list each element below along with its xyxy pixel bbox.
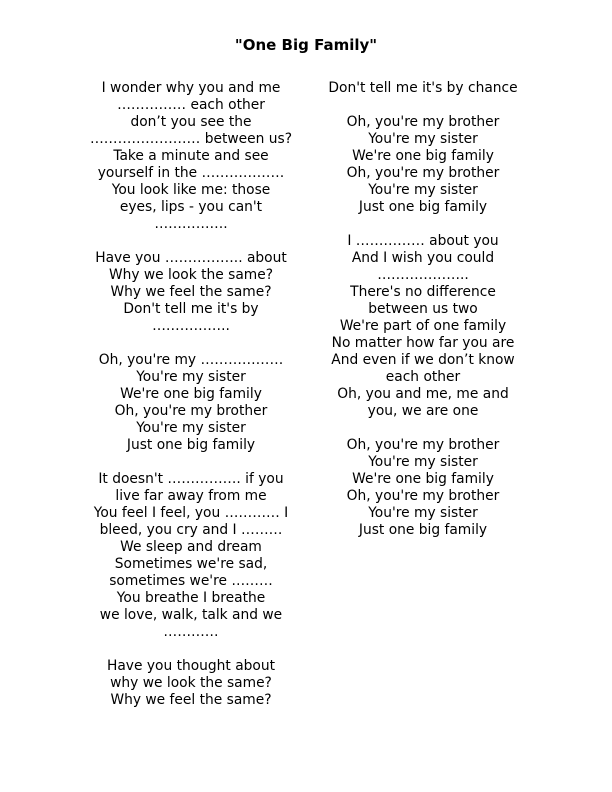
stanza	[88, 352, 294, 454]
lyric-line: Why we feel the same?	[110, 284, 272, 300]
lyric-line: Oh, you're my brother	[114, 403, 268, 419]
lyric-line: Oh, you're my brother	[346, 114, 500, 130]
lyric-line: Oh, you're my brother	[346, 488, 500, 504]
stanza	[323, 233, 523, 420]
lyric-line: No matter how far you are	[331, 335, 515, 351]
lyric-line: I …………… about you	[347, 233, 499, 249]
lyric-line: There's no difference	[350, 284, 496, 300]
lyric-line: why we look the same?	[110, 675, 272, 691]
lyric-line: Take a minute and see	[113, 148, 269, 164]
lyrics-column-right	[323, 80, 523, 556]
song-title: "One Big Family"	[234, 36, 378, 54]
lyric-line: You feel I feel, you ………… I	[93, 505, 289, 521]
lyric-line: ……………..	[152, 318, 230, 334]
lyric-line: …………………… between us?	[89, 131, 293, 147]
stanza	[88, 250, 294, 335]
lyric-line: Oh, you and me, me and	[337, 386, 509, 402]
lyric-line: between us two	[368, 301, 478, 317]
stanza	[88, 658, 294, 709]
lyric-line: You're my sister	[368, 454, 478, 470]
lyric-line: Just one big family	[358, 199, 488, 215]
lyric-line: Don't tell me it's by chance	[328, 80, 518, 96]
lyric-line: And I wish you could	[351, 250, 495, 266]
lyric-line: each other	[385, 369, 461, 385]
lyric-line: Oh, you're my ………………	[98, 352, 284, 368]
stanza	[323, 437, 523, 539]
lyric-line: live far away from me	[115, 488, 267, 504]
lyric-line: Why we feel the same?	[110, 692, 272, 708]
lyric-line: …………….	[154, 216, 228, 232]
lyric-line: You're my sister	[368, 182, 478, 198]
lyric-line: …………	[163, 624, 219, 640]
lyric-line: Have you …………….. about	[95, 250, 287, 266]
lyric-line: You're my sister	[368, 131, 478, 147]
lyric-line: Oh, you're my brother	[346, 437, 500, 453]
stanza	[88, 471, 294, 641]
lyric-line: We're one big family	[352, 471, 494, 487]
lyric-line: It doesn't ……………. if you	[98, 471, 284, 487]
lyric-line: We're one big family	[120, 386, 262, 402]
lyric-line: Have you thought about	[106, 658, 276, 674]
lyric-line: And even if we don’t know	[331, 352, 515, 368]
lyric-line: eyes, lips - you can't	[119, 199, 263, 215]
lyric-line: Sometimes we're sad,	[114, 556, 268, 572]
lyric-line: don’t you see the	[130, 114, 252, 130]
lyric-line: You breathe I breathe	[116, 590, 266, 606]
stanza	[323, 114, 523, 216]
lyrics-column-left	[88, 80, 294, 726]
lyric-line: Just one big family	[358, 522, 488, 538]
lyric-line: We sleep and dream	[120, 539, 262, 555]
lyric-line: sometimes we're ………	[109, 573, 273, 589]
stanza	[88, 80, 294, 233]
lyric-line: We're part of one family	[339, 318, 507, 334]
lyric-line: You're my sister	[368, 505, 478, 521]
lyric-line: ………………..	[377, 267, 469, 283]
lyric-line: We're one big family	[352, 148, 494, 164]
lyric-line: yourself in the ………………	[97, 165, 285, 181]
lyric-line: You look like me: those	[111, 182, 271, 198]
lyric-line: Oh, you're my brother	[346, 165, 500, 181]
lyric-line: you, we are one	[367, 403, 479, 419]
lyric-line: bleed, you cry and I ………	[99, 522, 283, 538]
lyric-line: …………… each other	[117, 97, 265, 113]
lyric-line: Just one big family	[126, 437, 256, 453]
stanza	[323, 80, 523, 97]
lyric-line: Why we look the same?	[108, 267, 274, 283]
lyric-line: we love, walk, talk and we	[99, 607, 283, 623]
lyric-line: I wonder why you and me	[101, 80, 281, 96]
lyric-line: You're my sister	[136, 420, 246, 436]
lyric-line: Don't tell me it's by	[123, 301, 259, 317]
lyric-line: You're my sister	[136, 369, 246, 385]
